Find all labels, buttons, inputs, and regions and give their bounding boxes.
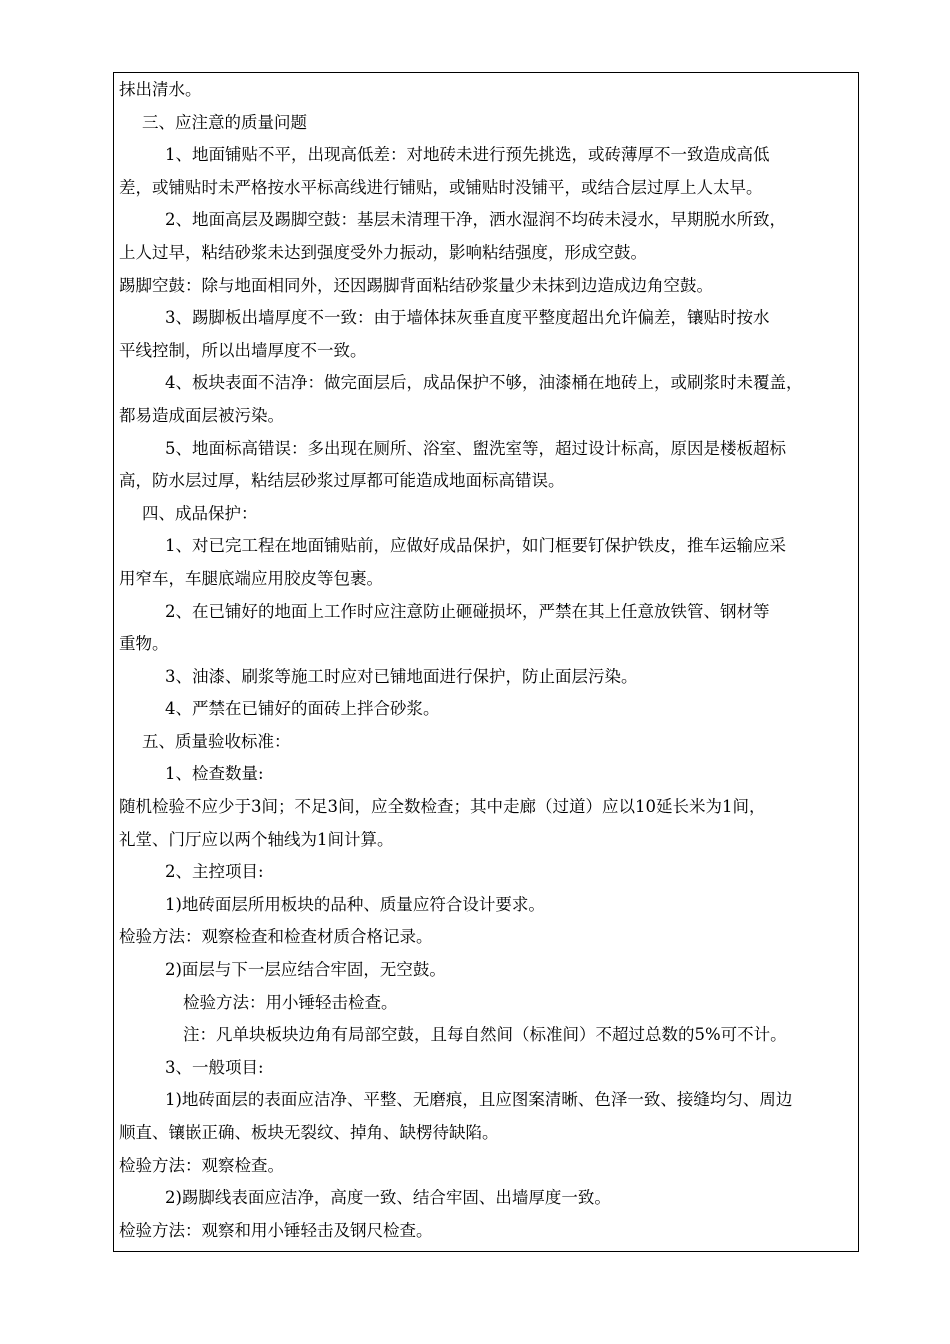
document-body xyxy=(119,74,855,1247)
text-line: 三、应注意的质量问题 xyxy=(142,112,307,132)
text-line: 检验方法：观察和用小锤轻击及钢尺检查。 xyxy=(119,1220,433,1240)
text-line: 3、油漆、刷浆等施工时应对已铺地面进行保护，防止面层污染。 xyxy=(165,666,638,686)
text-line: 平线控制，所以出墙厚度不一致。 xyxy=(119,340,367,360)
text-line: 检验方法：观察检查和检查材质合格记录。 xyxy=(119,927,433,947)
text-line: 用窄车，车腿底端应用胶皮等包裹。 xyxy=(119,568,383,588)
text-line: 1、对已完工程在地面铺贴前，应做好成品保护，如门框要钉保护铁皮，推车运输应采 xyxy=(165,536,786,556)
text-line: 顺直、镶嵌正确、板块无裂纹、掉角、缺楞待缺陷。 xyxy=(119,1123,499,1142)
text-line: 2)踢脚线表面应洁净，高度一致、结合牢固、出墙厚度一致。 xyxy=(165,1188,611,1208)
text-line: 注：凡单块板块边角有局部空鼓，且每自然间（标准间）不超过总数的5%可不计。 xyxy=(183,1025,787,1045)
text-line: 抹出清水。 xyxy=(119,80,202,99)
text-line: 随机检验不应少于3间；不足3间，应全数检查；其中走廊（过道）应以10延长米为1间， xyxy=(119,797,766,817)
text-line: 2、主控项目: xyxy=(165,862,264,882)
text-line: 差，或铺贴时未严格按水平标高线进行铺贴，或铺贴时没铺平，或结合层过厚上人太早。 xyxy=(119,177,763,197)
text-line: 四、成品保护： xyxy=(142,503,258,523)
text-line: 都易造成面层被污染。 xyxy=(119,405,284,425)
text-line: 重物。 xyxy=(119,634,169,654)
text-line: 5、地面标高错误：多出现在厕所、浴室、盥洗室等，超过设计标高，原因是楼板超标 xyxy=(165,438,786,458)
text-line: 2、在已铺好的地面上工作时应注意防止砸碰损坏，严禁在其上任意放铁管、钢材等 xyxy=(165,601,770,621)
text-line: 检验方法：观察检查。 xyxy=(119,1155,284,1175)
text-line: 2、地面高层及踢脚空鼓：基层未清理干净，洒水湿润不均砖未浸水，早期脱水所致， xyxy=(165,210,786,230)
text-line: 检验方法：用小锤轻击检查。 xyxy=(183,992,398,1012)
text-line: 4、板块表面不洁净：做完面层后，成品保护不够，油漆桶在地砖上，或刷浆时未覆盖， xyxy=(165,373,803,393)
text-line: 1)地砖面层的表面应洁净、平整、无磨痕，且应图案清晰、色泽一致、接缝均匀、周边 xyxy=(165,1090,793,1110)
text-line: 1、地面铺贴不平，出现高低差：对地砖未进行预先挑选，或砖薄厚不一致造成高低 xyxy=(165,145,770,165)
text-line: 1)地砖面层所用板块的品种、质量应符合设计要求。 xyxy=(165,894,545,914)
text-line: 4、严禁在已铺好的面砖上拌合砂浆。 xyxy=(165,699,440,719)
text-line: 礼堂、门厅应以两个轴线为1间计算。 xyxy=(119,829,394,849)
text-line: 高，防水层过厚，粘结层砂浆过厚都可能造成地面标高错误。 xyxy=(119,471,565,491)
text-line: 1、检查数量: xyxy=(165,764,264,784)
text-line: 3、踢脚板出墙厚度不一致：由于墙体抹灰垂直度平整度超出允许偏差，镶贴时按水 xyxy=(165,308,770,328)
text-line: 3、一般项目: xyxy=(165,1057,264,1077)
text-line: 上人过早，粘结砂浆未达到强度受外力振动，影响粘结强度，形成空鼓。 xyxy=(119,242,647,262)
text-line: 五、质量验收标准： xyxy=(142,731,291,751)
text-line: 2)面层与下一层应结合牢固，无空鼓。 xyxy=(165,960,446,980)
text-line: 踢脚空鼓：除与地面相同外，还因踢脚背面粘结砂浆量少未抹到边造成边角空鼓。 xyxy=(119,275,713,295)
